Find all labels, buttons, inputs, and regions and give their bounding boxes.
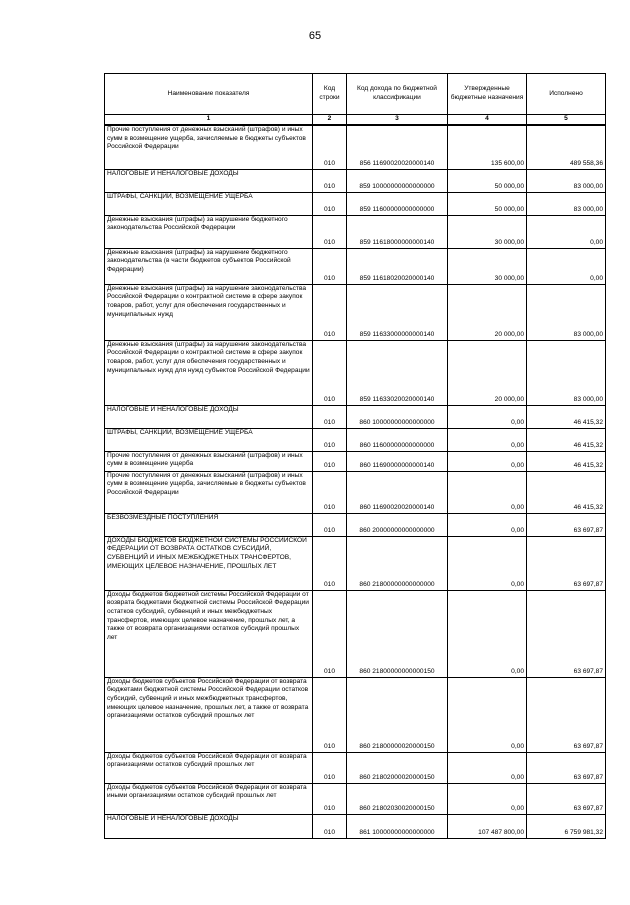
row-income-code: 859 11618000000000140 (347, 215, 448, 248)
row-income-code: 860 20000000000000000 (347, 513, 448, 536)
column-number: 4 (448, 115, 527, 126)
table-row (105, 451, 606, 471)
row-line-code: 010 (313, 284, 347, 340)
row-income-code: 860 21802030020000150 (347, 783, 448, 814)
row-approved: 0,00 (448, 783, 527, 814)
table-row (105, 590, 606, 677)
row-line-code: 010 (313, 340, 347, 405)
header-row (105, 74, 606, 115)
column-number-row (105, 115, 606, 126)
column-number: 2 (313, 115, 347, 126)
row-name: Прочие поступления от денежных взысканий (штрафов) и иных сумм в возмещение ущерба, зачисляемые в бюджеты субъектов Российской Федерации (105, 125, 313, 169)
row-approved: 50 000,00 (448, 192, 527, 215)
row-line-code: 010 (313, 752, 347, 783)
row-line-code: 010 (313, 536, 347, 590)
row-approved: 0,00 (448, 536, 527, 590)
row-approved: 20 000,00 (448, 284, 527, 340)
row-income-code: 860 21802000020000150 (347, 752, 448, 783)
row-line-code: 010 (313, 192, 347, 215)
row-executed: 83 000,00 (527, 340, 606, 405)
row-executed: 83 000,00 (527, 284, 606, 340)
table-row (105, 536, 606, 590)
table-row (105, 169, 606, 192)
row-name: Прочие поступления от денежных взысканий (штрафов) и иных сумм в возмещение ущерба (105, 451, 313, 471)
row-income-code: 860 10000000000000000 (347, 405, 448, 428)
row-executed: 63 697,87 (527, 590, 606, 677)
row-executed: 83 000,00 (527, 169, 606, 192)
table-row (105, 192, 606, 215)
row-executed: 0,00 (527, 248, 606, 284)
header-income-code: Код дохода по бюджетной классификации (347, 74, 448, 115)
row-name: НАЛОГОВЫЕ И НЕНАЛОГОВЫЕ ДОХОДЫ (105, 814, 313, 838)
row-name: Денежные взыскания (штрафы) за нарушение бюджетного законодательства (в части бюджетов субъектов Российской Федерации) (105, 248, 313, 284)
row-approved: 0,00 (448, 752, 527, 783)
table-row (105, 428, 606, 451)
row-executed: 0,00 (527, 215, 606, 248)
row-approved: 107 487 800,00 (448, 814, 527, 838)
row-executed: 46 415,32 (527, 471, 606, 513)
row-income-code: 860 21800000000000150 (347, 590, 448, 677)
row-income-code: 860 21800000020000150 (347, 677, 448, 752)
header-executed: Исполнено (527, 74, 606, 115)
row-executed: 63 697,87 (527, 783, 606, 814)
header-line-code: Код строки (313, 74, 347, 115)
row-name: Доходы бюджетов субъектов Российской Федерации от возврата организациями остатков субсидий прошлых лет (105, 752, 313, 783)
row-name: ДОХОДЫ БЮДЖЕТОВ БЮДЖЕТНОЙ СИСТЕМЫ РОССИЙСКОЙ ФЕДЕРАЦИИ ОТ ВОЗВРАТА ОСТАТКОВ СУБСИДИЙ, СУБВЕНЦИЙ И ИНЫХ МЕЖБЮДЖЕТНЫХ ТРАНСФЕРТОВ, ИМЕЮЩИХ ЦЕЛЕВОЕ НАЗНАЧЕНИЕ, ПРОШЛЫХ ЛЕТ (105, 536, 313, 590)
row-approved: 30 000,00 (448, 215, 527, 248)
row-approved: 50 000,00 (448, 169, 527, 192)
table-row (105, 752, 606, 783)
row-name: Денежные взыскания (штрафы) за нарушение законодательства Российской Федерации о контрактной системе в сфере закупок товаров, работ, услуг для обеспечения государственных и муниципальных нужд (105, 284, 313, 340)
row-executed: 63 697,87 (527, 513, 606, 536)
row-income-code: 856 11690020020000140 (347, 125, 448, 169)
row-approved: 0,00 (448, 405, 527, 428)
table-row (105, 284, 606, 340)
row-income-code: 860 11600000000000000 (347, 428, 448, 451)
row-line-code: 010 (313, 215, 347, 248)
row-approved: 30 000,00 (448, 248, 527, 284)
row-executed: 63 697,87 (527, 536, 606, 590)
row-name: НАЛОГОВЫЕ И НЕНАЛОГОВЫЕ ДОХОДЫ (105, 405, 313, 428)
row-line-code: 010 (313, 428, 347, 451)
row-approved: 0,00 (448, 677, 527, 752)
budget-execution-table (104, 73, 606, 839)
row-line-code: 010 (313, 125, 347, 169)
row-name: Денежные взыскания (штрафы) за нарушение законодательства Российской Федерации о контрактной системе в сфере закупок товаров, работ, услуг для обеспечения государственных и муниципальных нужд для нужд субъектов Российской Федерации (105, 340, 313, 405)
row-line-code: 010 (313, 471, 347, 513)
table-row (105, 783, 606, 814)
row-approved: 0,00 (448, 451, 527, 471)
table-row (105, 677, 606, 752)
row-name: Денежные взыскания (штрафы) за нарушение бюджетного законодательства Российской Федерации (105, 215, 313, 248)
row-approved: 20 000,00 (448, 340, 527, 405)
row-line-code: 010 (313, 248, 347, 284)
table-row (105, 125, 606, 169)
row-line-code: 010 (313, 677, 347, 752)
row-executed: 63 697,87 (527, 752, 606, 783)
row-approved: 135 600,00 (448, 125, 527, 169)
row-line-code: 010 (313, 451, 347, 471)
row-line-code: 010 (313, 513, 347, 536)
row-executed: 46 415,32 (527, 451, 606, 471)
row-approved: 0,00 (448, 513, 527, 536)
row-income-code: 860 11690000000000140 (347, 451, 448, 471)
row-executed: 46 415,32 (527, 405, 606, 428)
table-row (105, 814, 606, 838)
row-name: ШТРАФЫ, САНКЦИИ, ВОЗМЕЩЕНИЕ УЩЕРБА (105, 192, 313, 215)
row-name: Доходы бюджетов бюджетной системы Российской Федерации от возврата бюджетами бюджетной системы Российской Федерации остатков субсидий, субвенций и иных межбюджетных трансфертов, имеющих целевое назначение, прошлых лет, а также от возврата организациями остатков субсидий прошлых лет (105, 590, 313, 677)
header-name: Наименование показателя (105, 74, 313, 115)
column-number: 3 (347, 115, 448, 126)
row-name: Доходы бюджетов субъектов Российской Федерации от возврата бюджетами бюджетной системы Российской Федерации остатков субсидий, субвенций и иных межбюджетных трансфертов, имеющих целевое назначение, прошлых лет, а также от возврата организациями остатков субсидий прошлых лет (105, 677, 313, 752)
row-name: Доходы бюджетов субъектов Российской Федерации от возврата иными организациями остатков субсидий прошлых лет (105, 783, 313, 814)
row-income-code: 859 11618020020000140 (347, 248, 448, 284)
row-executed: 46 415,32 (527, 428, 606, 451)
table-row (105, 513, 606, 536)
row-line-code: 010 (313, 590, 347, 677)
row-name: Прочие поступления от денежных взысканий (штрафов) и иных сумм в возмещение ущерба, зачисляемые в бюджеты субъектов Российской Федерации (105, 471, 313, 513)
page-number: 65 (308, 30, 322, 42)
row-executed: 63 697,87 (527, 677, 606, 752)
row-executed: 6 759 981,32 (527, 814, 606, 838)
column-number: 1 (105, 115, 313, 126)
table-row (105, 340, 606, 405)
table-row (105, 248, 606, 284)
row-income-code: 859 11633000000000140 (347, 284, 448, 340)
table-row (105, 405, 606, 428)
row-line-code: 010 (313, 783, 347, 814)
row-income-code: 859 11633020020000140 (347, 340, 448, 405)
row-income-code: 860 11690020020000140 (347, 471, 448, 513)
row-line-code: 010 (313, 814, 347, 838)
column-number: 5 (527, 115, 606, 126)
row-income-code: 859 11600000000000000 (347, 192, 448, 215)
row-name: ШТРАФЫ, САНКЦИИ, ВОЗМЕЩЕНИЕ УЩЕРБА (105, 428, 313, 451)
row-executed: 489 558,36 (527, 125, 606, 169)
table-row (105, 471, 606, 513)
row-income-code: 860 21800000000000000 (347, 536, 448, 590)
row-executed: 83 000,00 (527, 192, 606, 215)
row-name: БЕЗВОЗМЕЗДНЫЕ ПОСТУПЛЕНИЯ (105, 513, 313, 536)
row-approved: 0,00 (448, 471, 527, 513)
row-income-code: 861 10000000000000000 (347, 814, 448, 838)
table-row (105, 215, 606, 248)
row-approved: 0,00 (448, 428, 527, 451)
header-approved: Утвержденные бюджетные назначения (448, 74, 527, 115)
row-name: НАЛОГОВЫЕ И НЕНАЛОГОВЫЕ ДОХОДЫ (105, 169, 313, 192)
row-approved: 0,00 (448, 590, 527, 677)
row-income-code: 859 10000000000000000 (347, 169, 448, 192)
row-line-code: 010 (313, 405, 347, 428)
row-line-code: 010 (313, 169, 347, 192)
